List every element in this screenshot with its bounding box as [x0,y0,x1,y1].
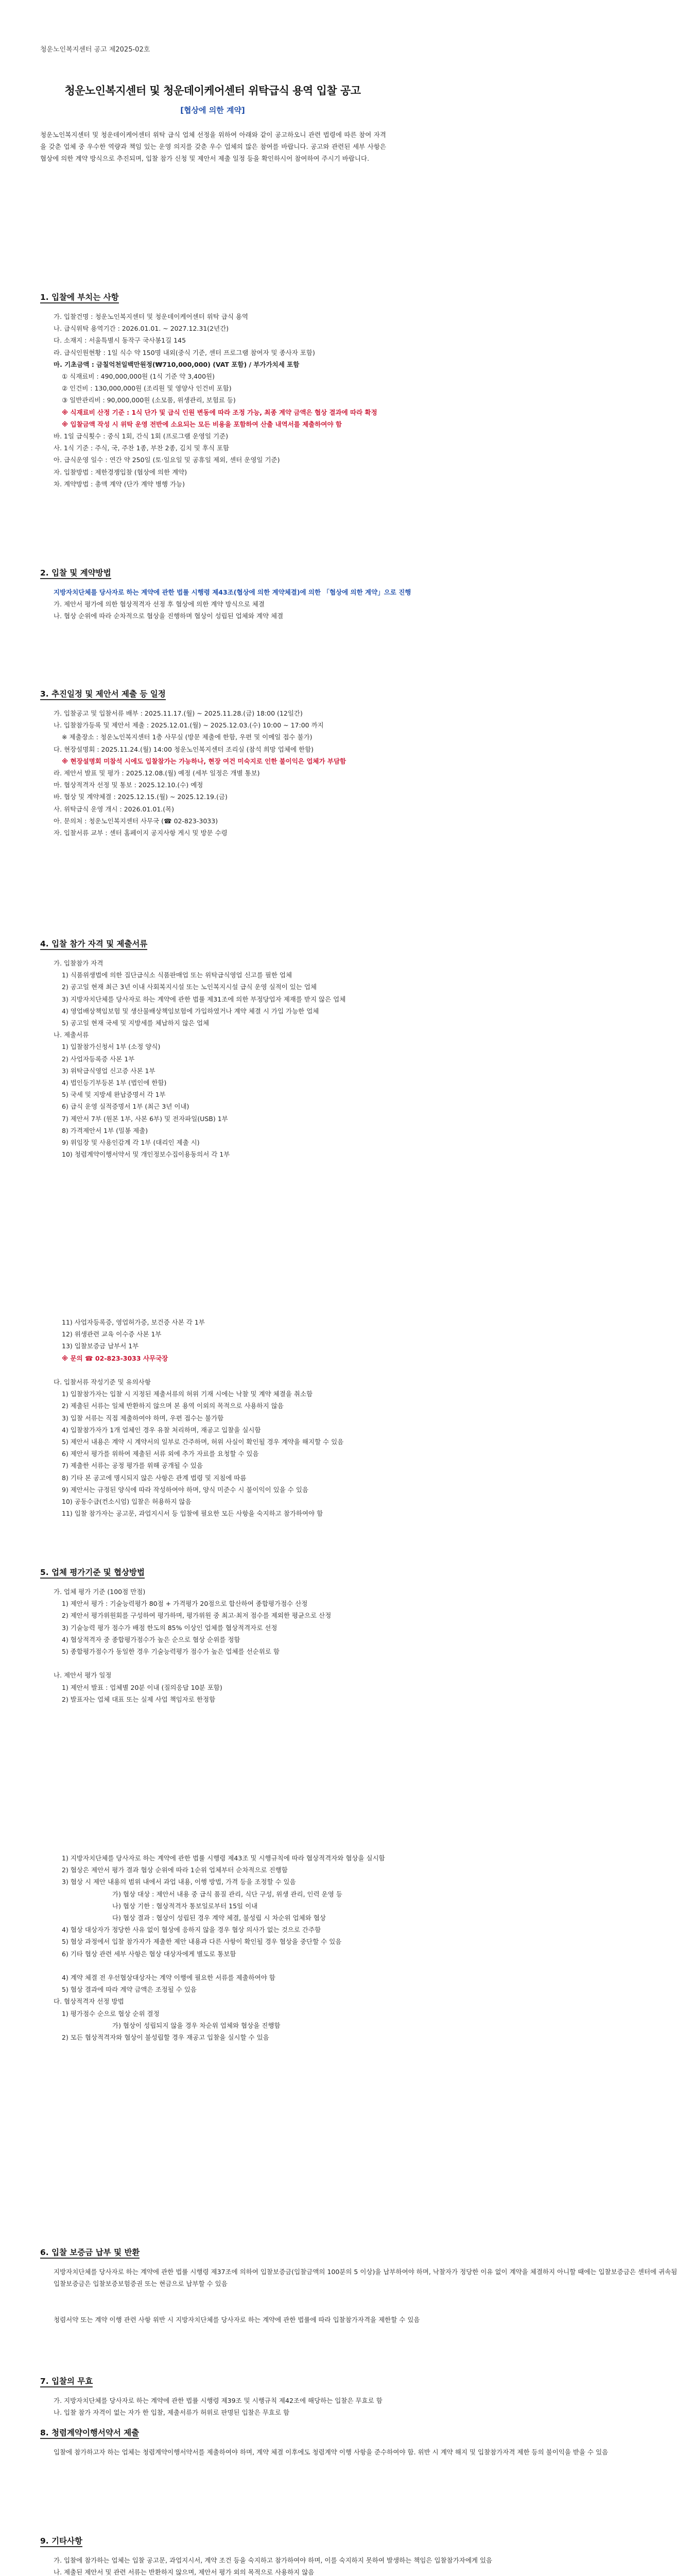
section-heading: 4. 입찰 참가 자격 및 제출서류 [40,938,147,949]
section-line: 가. 지방자치단체를 당사자로 하는 계약에 관한 법률 시행령 제39조 및 시행규칙 제42조에 해당하는 입찰은 무효로 함 [54,2397,383,2404]
section-line: 6) 제안서 평가를 위하여 제출된 서류 외에 추가 자료를 요청할 수 있음 [62,1450,259,1458]
section-line: 다. 협상적격자 선정 방법 [54,1997,124,2006]
section-line: 마. 협상적격자 선정 및 통보 : 2025.12.10.(수) 예정 [54,781,203,789]
section-line: 3) 위탁급식영업 신고증 사본 1부 [62,1066,155,1075]
section-line: 나. 협상 순위에 따라 순차적으로 협상을 진행하며 협상이 성립된 업체와 계약 체결 [54,612,284,620]
section-body [46,2395,382,2418]
section-line: 11) 입찰 참가자는 공고문, 과업지시서 등 입찰에 필요한 모든 사항을 숙지하고 참가하여야 함 [62,1510,323,1518]
section-line: 5) 협상 결과에 따라 계약 금액은 조정될 수 있음 [62,1986,197,1994]
section-line: 자. 입찰서류 교부 : 센터 홈페이지 공지사항 게시 및 방문 수령 [54,829,228,837]
section-line: ※ 제출장소 : 청운노인복지센터 1층 사무실 (방문 제출에 한함, 우편 및 이메일 접수 불가) [62,733,313,741]
section-line [46,1657,382,1669]
section-line: 4) 협상적격자 중 종합평가점수가 높은 순으로 협상 순위를 정함 [62,1635,240,1643]
section-line: 10) 청렴계약이행서약서 및 개인정보수집이용동의서 각 1부 [62,1150,230,1159]
section-line: 청렴서약 또는 계약 이행 관련 사항 위반 시 지방자치단체를 당사자로 하는 계약에 관한 법률에 따라 입찰참가자격을 제한할 수 있음 [54,2315,420,2324]
section-line: 3) 협상 시 제안 내용의 범위 내에서 과업 내용, 이행 방법, 가격 등을 조정할 수 있음 [62,1878,296,1886]
section-line: 가) 협상이 성립되지 않을 경우 차순위 업체와 협상을 진행함 [112,2021,281,2029]
section-line: 나. 제안서 평가 일정 [54,1671,112,1680]
section-line: 나. 입찰 참가 자격이 없는 자가 한 입찰, 제출서류가 허위로 판명된 입찰은 무효로 함 [54,2409,290,2417]
intro-paragraph: 청운노인복지센터 및 청운데이케어센터 위탁 급식 업체 선정을 위하여 아래와 같이 공고하오니 관련 법령에 따른 참여 자격을 갖춘 업체 중 우수한 역량과 책임 있는 운영 의지를 갖춘 우수 업체의 많은 참여를 바랍니다. 공고와 관련된 세부 사항은 협상에 의한 계약 방식으로 추진되며, 입찰 참가 신청 및 제안서 제출 일정 등을 확인하시어 참여하여 주시기 바랍니다. [40,131,386,162]
section-line: 바. 협상 및 계약체결 : 2025.12.15.(월) ~ 2025.12.19.(금) [54,793,228,801]
page-subtitle: [협상에 의한 계약] [180,106,245,115]
section-body [46,2266,677,2326]
section-line: 1) 지방자치단체를 당사자로 하는 계약에 관한 법률 시행령 제43조 및 시행규칙에 따라 협상적격자와 협상을 실시함 [62,1854,385,1862]
section-body [46,586,411,622]
page-title: 청운노인복지센터 및 청운데이케어센터 위탁급식 용역 입찰 공고 [64,84,361,97]
section-line: 5) 종합평가점수가 동일한 경우 기술능력평가 점수가 높은 업체를 선순위로 함 [62,1648,280,1656]
section-body [46,957,382,1160]
section-line: ※ 문의 ☎ 02-823-3033 사무국장 [62,1354,168,1362]
section-body [46,1586,382,1705]
section-line: 8) 기타 본 공고에 명시되지 않은 사항은 관계 법령 및 지침에 따름 [62,1473,247,1482]
section-body [46,1852,385,2043]
section-line: 라. 급식인원현황 : 1일 식수 약 150명 내외(중식 기준, 센터 프로그램 참여자 및 종사자 포함) [54,348,315,357]
section-line: 가) 협상 대상 : 제안서 내용 중 급식 품질 관리, 식단 구성, 위생 관리, 인력 운영 등 [112,1890,342,1898]
section-body [46,2446,609,2458]
section-line: 나) 협상 기한 : 협상적격자 통보일로부터 15일 이내 [112,1902,258,1910]
section-line: 4) 협상 대상자가 정당한 사유 없이 협상에 응하지 않을 경우 협상 의사가 없는 것으로 간주함 [62,1926,321,1934]
section-line: 사. 1식 기준 : 주식, 국, 주찬 1종, 부찬 2종, 김치 및 후식 포함 [54,444,230,452]
section-line: ③ 일반관리비 : 90,000,000원 (소모품, 위생관리, 보험료 등) [62,396,236,404]
section-line: 가. 업체 평가 기준 (100점 만점) [54,1588,146,1596]
section-line: ※ 식재료비 산정 기준 : 1식 단가 및 급식 인원 변동에 따라 조정 가능, 최종 계약 금액은 협상 결과에 따라 확정 [62,408,377,416]
section-line: 지방자치단체를 당사자로 하는 계약에 관한 법률 시행령 제43조(협상에 의한 계약체결)에 의한 「협상에 의한 계약」으로 진행 [54,588,411,596]
section-line: 7) 제안서 7부 (원본 1부, 사본 6부) 및 전자파일(USB) 1부 [62,1114,228,1123]
section-line: 6) 급식 운영 실적증명서 1부 (최근 3년 이내) [62,1103,189,1111]
section-line: 11) 사업자등록증, 영업허가증, 보건증 사본 각 1부 [62,1318,205,1326]
section-line: 9) 제안서는 규정된 양식에 따라 작성하여야 하며, 양식 미준수 시 불이익이 있을 수 있음 [62,1485,309,1494]
section-line: 입찰보증금은 입찰보증보험증권 또는 현금으로 납부할 수 있음 [54,2280,228,2288]
section-line: 2) 발표자는 업체 대표 또는 실제 사업 책임자로 한정함 [62,1695,216,1703]
section-line: 1) 입찰참가자는 입찰 시 지정된 제출서류의 허위 기재 시에는 낙찰 및 계약 체결을 취소함 [62,1390,313,1398]
section-line: 4) 영업배상책임보험 및 생산물배상책임보험에 가입하였거나 계약 체결 시 가입 가능한 업체 [62,1007,319,1015]
section-line: 나. 급식위탁 용역기간 : 2026.01.01. ~ 2027.12.31(2년간) [54,325,229,333]
section-body [46,311,382,490]
section-line: 7) 제출한 서류는 공정 평가를 위해 공개될 수 있음 [62,1462,203,1470]
section-line: 가. 입찰공고 및 입찰서류 배부 : 2025.11.17.(월) ~ 2025.11.28.(금) 18:00 (12일간) [54,709,303,717]
section-line: 나. 제출된 제안서 및 관련 서류는 반환하지 않으며, 제안서 평가 외의 목적으로 사용하지 않음 [54,2568,315,2576]
section-line: ② 인건비 : 130,000,000원 (조리원 및 영양사 인건비 포함) [62,384,232,393]
section-line: 가. 입찰참가 자격 [54,959,103,967]
section-line: 라. 제안서 발표 및 평가 : 2025.12.08.(월) 예정 (세부 일정은 개별 통보) [54,769,260,777]
section-line: 2) 모든 협상적격자와 협상이 불성립할 경우 재공고 입찰을 실시할 수 있음 [62,2033,269,2042]
section-heading: 6. 입찰 보증금 납부 및 반환 [40,2246,140,2258]
section-line: 10) 공동수급(컨소시엄) 입찰은 허용하지 않음 [62,1498,192,1506]
section-line: 나. 입찰참가등록 및 제안서 제출 : 2025.12.01.(월) ~ 2025.12.03.(수) 10:00 ~ 17:00 까지 [54,721,324,730]
section-line: ※ 입찰금액 작성 시 위탁 운영 전반에 소요되는 모든 비용을 포함하여 산출 내역서를 제출하여야 함 [62,420,342,428]
section-line: 1) 입찰참가신청서 1부 (소정 양식) [62,1043,161,1051]
section-line: ① 식재료비 : 490,000,000원 (1식 기준 약 3,400원) [62,372,215,381]
section-line: 1) 평가점수 순으로 협상 순위 결정 [62,2009,160,2018]
section-line: 8) 가격제안서 1부 (밀봉 제출) [62,1126,148,1134]
section-line: 5) 협상 과정에서 입찰 참가자가 제출한 제안 내용과 다른 사항이 확인될 경우 협상을 중단할 수 있음 [62,1938,342,1946]
section-line: 1) 제안서 평가 : 기술능력평가 80점 + 가격평가 20점으로 합산하여 종합평가점수 산정 [62,1600,308,1608]
section-body [46,707,382,839]
section-line: 6) 기타 협상 관련 세부 사항은 협상 대상자에게 별도로 통보함 [62,1950,236,1958]
section-line: 다. 현장설명회 : 2025.11.24.(월) 14:00 청운노인복지센터 조리실 (참석 희망 업체에 한함) [54,745,314,753]
section-heading: 1. 입찰에 부치는 사항 [40,291,119,302]
section-heading: 5. 업체 평가기준 및 협상방법 [40,1566,145,1578]
section-line: 자. 입찰방법 : 제한경쟁입찰 (협상에 의한 계약) [54,468,187,476]
section-line: 3) 지방자치단체를 당사자로 하는 계약에 관한 법률 제31조에 의한 부정당업자 제재를 받지 않은 업체 [62,995,346,1003]
section-line: 2) 제안서 평가위원회를 구성하여 평가하며, 평가위원 중 최고·최저 점수를 제외한 평균으로 산정 [62,1612,332,1620]
section-heading: 7. 입찰의 무효 [40,2375,93,2386]
section-line: 5) 공고일 현재 국세 및 지방세를 체납하지 않은 업체 [62,1019,210,1027]
section-heading: 3. 추진일정 및 제안서 제출 등 일정 [40,688,166,699]
section-line: 입찰에 참가하고자 하는 업체는 청렴계약이행서약서를 제출하여야 하며, 계약 체결 이후에도 청렴계약 이행 사항을 준수하여야 함. 위반 시 계약 해지 및 입찰참가자격 제한 등의 불이익을 받을 수 있음 [54,2448,609,2456]
section-line [46,2290,382,2301]
section-line: ※ 현장설명회 미참석 시에도 입찰참가는 가능하나, 현장 여건 미숙지로 인한 불이익은 업체가 부담함 [62,757,346,765]
section-line: 4) 계약 체결 전 우선협상대상자는 계약 이행에 필요한 서류를 제출하여야 함 [62,1974,275,1982]
section-line: 1) 식품위생법에 의한 집단급식소 식품판매업 또는 위탁급식영업 신고를 필한 업체 [62,971,292,979]
section-line: 아. 문의처 : 청운노인복지센터 사무국 (☎ 02-823-3033) [54,817,218,825]
section-line: 12) 위생관련 교육 이수증 사본 1부 [62,1330,162,1338]
section-line: 2) 협상은 제안서 평가 결과 협상 순위에 따라 1순위 업체부터 순차적으로 진행함 [62,1866,288,1874]
section-line: 차. 계약방법 : 총액 계약 (단가 계약 병행 가능) [54,480,185,488]
section-line: 다. 입찰서류 작성기준 및 유의사항 [54,1378,151,1386]
section-line: 2) 공고일 현재 최근 3년 이내 사회복지시설 또는 노인복지시설 급식 운영 실적이 있는 업체 [62,983,317,991]
section-line: 바. 1일 급식횟수 : 중식 1회, 간식 1회 (프로그램 운영일 기준) [54,432,229,440]
section-line: 다. 소재지 : 서울특별시 동작구 국사봉1길 145 [54,336,186,345]
section-line [46,1960,382,1972]
section-body [46,2554,493,2576]
section-line: 지방자치단체를 당사자로 하는 계약에 관한 법률 시행령 제37조에 의하여 입찰보증금(입찰금액의 100분의 5 이상)을 납부하여야 하며, 낙찰자가 정당한 이유 없이 계약을 체결하지 아니할 때에는 입찰보증금은 센터에 귀속됨 [54,2268,677,2276]
section-line: 1) 제안서 발표 : 업체별 20분 이내 (질의응답 10분 포함) [62,1683,222,1691]
section-line: 사. 위탁급식 운영 개시 : 2026.01.01.(목) [54,805,175,813]
section-line: 5) 국세 및 지방세 완납증명서 각 1부 [62,1091,166,1099]
section-line: 4) 입찰참가자가 1개 업체인 경우 유찰 처리하며, 재공고 입찰을 실시함 [62,1426,261,1434]
section-line: 2) 사업자등록증 사본 1부 [62,1055,135,1063]
section-line: 마. 기초금액 : 금칠억천일백만원정(₩710,000,000) (VAT 포함) / 부가가치세 포함 [54,360,300,368]
section-line: 3) 기술능력 평가 점수가 배점 한도의 85% 이상인 업체를 협상적격자로 선정 [62,1623,277,1632]
section-line: 나. 제출서류 [54,1031,89,1039]
section-line: 9) 위임장 및 사용인감계 각 1부 (대리인 제출 시) [62,1139,200,1147]
document-number: 청운노인복지센터 공고 제2025-02호 [40,46,150,54]
section-line: 가. 입찰에 참가하는 업체는 입찰 공고문, 과업지시서, 계약 조건 등을 숙지하고 참가하여야 하며, 이를 숙지하지 못하여 발생하는 책임은 입찰참가자에게 있음 [54,2556,493,2564]
section-line [46,1364,382,1376]
section-line: 4) 법인등기부등본 1부 (법인에 한함) [62,1079,167,1087]
section-line: 아. 급식운영 일수 : 연간 약 250일 (토·일요일 및 공휴일 제외, 센터 운영일 기준) [54,456,280,464]
section-heading: 8. 청렴계약이행서약서 제출 [40,2427,139,2438]
section-line [46,2302,382,2314]
section-line: 가. 제안서 평가에 의한 협상적격자 선정 후 협상에 의한 계약 방식으로 체결 [54,600,265,608]
section-line: 다) 협상 결과 : 협상이 성립된 경우 계약 체결, 불성립 시 차순위 업체와 협상 [112,1914,326,1922]
section-body [46,1316,382,1519]
section-heading: 2. 입찰 및 계약방법 [40,567,111,578]
section-line: 2) 제출된 서류는 일체 반환하지 않으며 본 용역 이외의 목적으로 사용하지 않음 [62,1402,284,1410]
section-line: 5) 제안서 내용은 계약 시 계약서의 일부로 간주하며, 허위 사실이 확인될 경우 계약을 해지할 수 있음 [62,1438,344,1446]
section-heading: 9. 기타사항 [40,2535,82,2546]
section-line: 가. 입찰건명 : 청운노인복지센터 및 청운데이케어센터 위탁 급식 용역 [54,313,249,320]
section-line: 13) 입찰보증금 납부서 1부 [62,1342,139,1350]
section-line: 3) 입찰 서류는 직접 제출하여야 하며, 우편 접수는 불가함 [62,1414,224,1422]
